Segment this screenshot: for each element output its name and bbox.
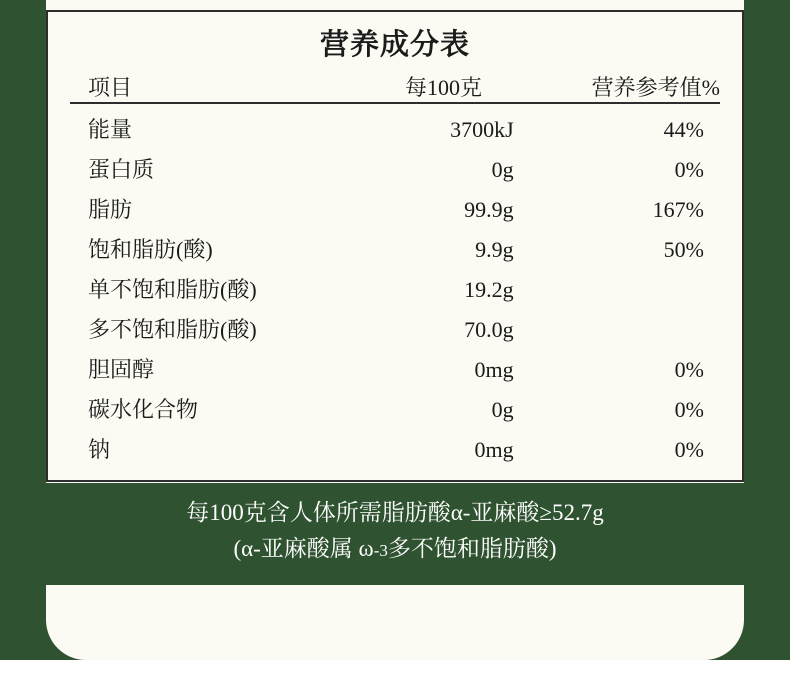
header-per100: 每100克 xyxy=(405,75,483,100)
row-item-nrv xyxy=(548,270,742,310)
row-item-label: 胆固醇 xyxy=(88,357,155,382)
row-item-label: 碳水化合物 xyxy=(88,397,199,422)
row-item-value: 0g xyxy=(491,397,514,422)
omega-claim-banner xyxy=(46,483,744,585)
row-item-nrv: 44% xyxy=(663,117,704,142)
table-row xyxy=(48,104,742,150)
row-item-nrv: 167% xyxy=(652,197,704,222)
nutrition-facts-panel xyxy=(46,10,744,482)
nutrition-table xyxy=(48,71,742,480)
omega-claim-suffix: 多不饱和脂肪酸) xyxy=(387,536,557,561)
row-item-label: 蛋白质 xyxy=(88,157,155,182)
row-item-value: 70.0g xyxy=(464,317,514,342)
table-row xyxy=(48,150,742,190)
row-item-label: 单不饱和脂肪(酸) xyxy=(88,277,257,302)
table-row xyxy=(48,310,742,350)
row-item-value: 3700kJ xyxy=(450,117,514,142)
table-row xyxy=(48,390,742,430)
row-item-value: 0mg xyxy=(474,357,514,382)
table-header-row xyxy=(48,71,742,102)
nutrition-table-head xyxy=(48,71,742,104)
header-item: 项目 xyxy=(88,75,133,100)
row-item-nrv xyxy=(548,310,742,350)
row-item-nrv: 0% xyxy=(674,437,704,462)
row-item-value: 0g xyxy=(491,157,514,182)
row-item-nrv: 0% xyxy=(674,397,704,422)
omega-claim-line1: 每100克含人体所需脂肪酸α-亚麻酸≥52.7g xyxy=(186,500,604,525)
row-item-label: 能量 xyxy=(88,117,133,142)
page-bottom-strip xyxy=(0,660,790,699)
row-item-label: 饱和脂肪(酸) xyxy=(88,237,213,262)
nutrition-table-title: 营养成分表 xyxy=(319,29,470,61)
row-item-nrv: 50% xyxy=(663,237,704,262)
row-item-value: 0mg xyxy=(474,437,514,462)
row-item-value: 19.2g xyxy=(464,277,514,302)
omega-claim-line2 xyxy=(46,531,744,569)
row-item-value: 99.9g xyxy=(464,197,514,222)
table-row xyxy=(48,270,742,310)
header-nrv: 营养参考值% xyxy=(591,75,720,100)
row-item-label: 脂肪 xyxy=(88,197,133,222)
row-item-value: 9.9g xyxy=(475,237,514,262)
table-row xyxy=(48,430,742,480)
row-item-nrv: 0% xyxy=(674,357,704,382)
omega-claim-subscript: -3 xyxy=(373,541,388,560)
nutrition-table-body xyxy=(48,104,742,480)
table-row xyxy=(48,230,742,270)
omega-claim-prefix: (α-亚麻酸属 ω xyxy=(233,536,374,561)
table-row xyxy=(48,190,742,230)
nutrition-table-frame xyxy=(46,10,744,482)
row-item-label: 多不饱和脂肪(酸) xyxy=(88,317,257,342)
table-row xyxy=(48,350,742,390)
row-item-label: 钠 xyxy=(88,437,111,462)
row-item-nrv: 0% xyxy=(674,157,704,182)
